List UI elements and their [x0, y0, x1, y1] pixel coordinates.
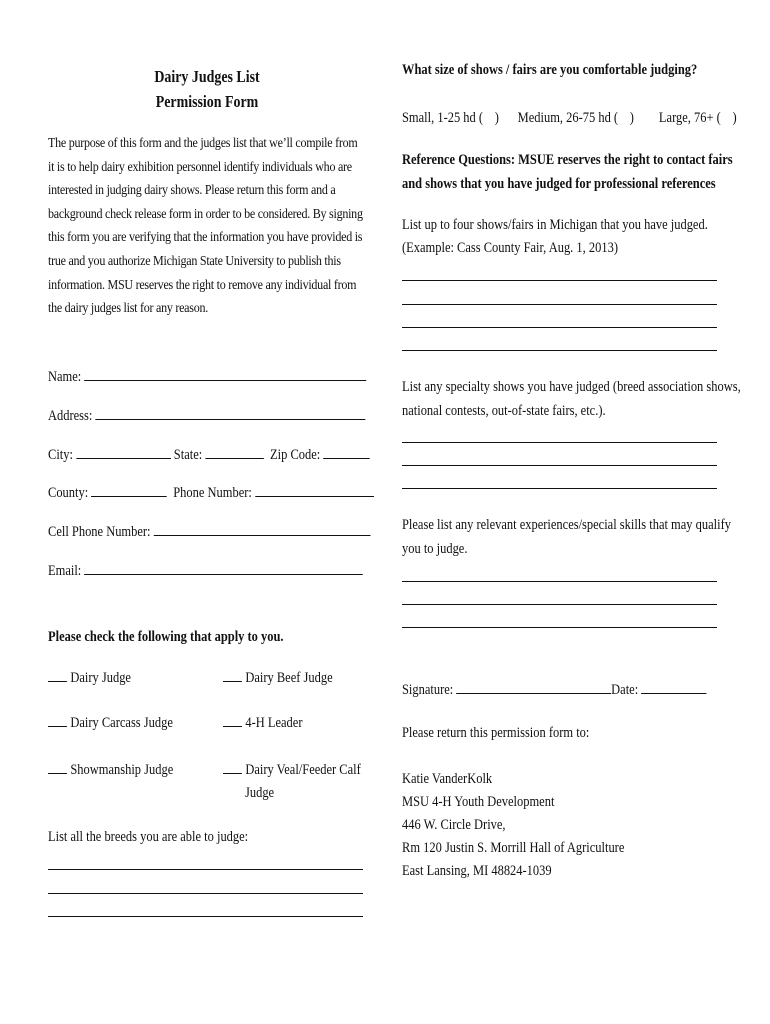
city-label: City: [48, 447, 73, 463]
option-dairy-beef-judge[interactable] [223, 669, 333, 687]
state-input-line[interactable] [205, 444, 263, 459]
option-4h-leader[interactable] [223, 714, 302, 732]
paren-close: ) [732, 110, 737, 126]
return-city: East Lansing, MI 48824-1039 [402, 863, 552, 879]
shows-line-1[interactable] [402, 280, 717, 281]
option-label: Dairy Judge [70, 670, 131, 686]
experience-answer-line-1[interactable] [402, 581, 717, 582]
specialty-line-1: List any specialty shows you have judged (breed association shows, [402, 379, 741, 395]
address-field[interactable] [48, 405, 366, 425]
address-label: Address: [48, 408, 93, 424]
return-street: 446 W. Circle Drive, [402, 817, 506, 833]
checkbox-blank[interactable] [48, 714, 67, 727]
option-dairy-judge[interactable] [48, 669, 131, 687]
county-phone-row [48, 482, 374, 502]
email-field[interactable] [48, 560, 363, 580]
county-label: County: [48, 485, 89, 501]
phone-input-line[interactable] [255, 482, 374, 497]
cell-input-line[interactable] [154, 521, 371, 536]
size-small-label: Small, 1-25 hd ( [402, 110, 484, 126]
cell-label: Cell Phone Number: [48, 524, 151, 540]
option-label: Dairy Beef Judge [245, 670, 333, 686]
experience-answer-line-3[interactable] [402, 627, 717, 628]
list-shows-line-2: (Example: Cass County Fair, Aug. 1, 2013) [402, 240, 618, 256]
address-input-line[interactable] [95, 405, 365, 420]
experience-line-1: Please list any relevant experiences/special skills that may qualify [402, 517, 731, 533]
name-input-line[interactable] [84, 366, 366, 381]
size-large-label: Large, 76+ ( [658, 110, 721, 126]
option-showmanship-judge[interactable] [48, 761, 173, 779]
city-input-line[interactable] [76, 444, 171, 459]
specialty-line-2: national contests, out-of-state fairs, etc.). [402, 403, 606, 419]
signature-row [402, 679, 707, 699]
reference-line-1: Reference Questions: MSUE reserves the right to contact fairs [402, 152, 733, 168]
phone-label: Phone Number: [173, 485, 252, 501]
breeds-line-3[interactable] [48, 916, 363, 917]
size-options-row [402, 110, 737, 127]
form-title-line1: Dairy Judges List [154, 67, 260, 86]
size-medium[interactable] [518, 110, 634, 126]
check-heading: Please check the following that apply to you. [48, 629, 284, 645]
cell-field[interactable] [48, 521, 370, 541]
reference-line-2: and shows that you have judged for professional references [402, 176, 716, 192]
zip-label: Zip Code: [270, 447, 321, 463]
email-label: Email: [48, 563, 82, 579]
name-label: Name: [48, 369, 82, 385]
shows-line-4[interactable] [402, 350, 717, 351]
state-label: State: [173, 447, 203, 463]
experience-answer-line-2[interactable] [402, 604, 717, 605]
breeds-line-1[interactable] [48, 869, 363, 870]
checkbox-blank[interactable] [223, 761, 242, 774]
option-dairy-carcass-judge[interactable] [48, 714, 173, 732]
specialty-answer-line-1[interactable] [402, 442, 717, 443]
return-name: Katie VanderKolk [402, 771, 493, 787]
option-dairy-veal-judge-line2: Judge [245, 785, 275, 801]
intro-paragraph: The purpose of this form and the judges list that we’ll compile from it is to help dairy exhibition personnel identify individuals who are interested in judging dairy shows. Please return this form and a background check release form in order to be considered. By signing this form you are verifying that the information you have provided is true and you authorize Michigan State University to publish this information. MSU reserves the right to remove any individual from the dairy judges list for any reason. [48, 136, 363, 317]
date-label: Date: [611, 682, 639, 698]
shows-line-2[interactable] [402, 304, 717, 305]
left-column [48, 64, 366, 321]
breeds-line-2[interactable] [48, 893, 363, 894]
return-prompt: Please return this permission form to: [402, 725, 590, 741]
signature-input-line[interactable] [456, 679, 611, 694]
specialty-answer-line-2[interactable] [402, 465, 717, 466]
size-question: What size of shows / fairs are you comfortable judging? [402, 62, 698, 78]
return-room: Rm 120 Justin S. Morrill Hall of Agriculture [402, 840, 625, 856]
zip-input-line[interactable] [323, 444, 369, 459]
experience-line-2: you to judge. [402, 541, 468, 557]
shows-line-3[interactable] [402, 327, 717, 328]
option-label: Dairy Veal/Feeder Calf [245, 762, 361, 778]
checkbox-blank[interactable] [223, 669, 242, 682]
breeds-prompt: List all the breeds you are able to judge: [48, 829, 249, 845]
paren-close: ) [629, 110, 634, 126]
city-state-zip-row [48, 444, 370, 464]
form-title-line2: Permission Form [155, 92, 259, 111]
specialty-answer-line-3[interactable] [402, 488, 717, 489]
size-large[interactable] [659, 110, 737, 126]
checkbox-blank[interactable] [48, 669, 67, 682]
size-medium-label: Medium, 26-75 hd ( [517, 110, 619, 126]
checkbox-blank[interactable] [223, 714, 242, 727]
option-label: Dairy Carcass Judge [70, 715, 173, 731]
checkbox-blank[interactable] [48, 761, 67, 774]
option-label: Showmanship Judge [70, 762, 174, 778]
size-small[interactable] [402, 110, 499, 126]
option-label: 4-H Leader [245, 715, 303, 731]
email-input-line[interactable] [84, 560, 363, 575]
county-input-line[interactable] [91, 482, 167, 497]
name-field[interactable] [48, 366, 366, 386]
date-input-line[interactable] [641, 679, 706, 694]
option-dairy-veal-judge[interactable] [223, 761, 361, 779]
list-shows-line-1: List up to four shows/fairs in Michigan that you have judged. [402, 217, 708, 233]
paren-close: ) [494, 110, 499, 126]
signature-label: Signature: [402, 682, 454, 698]
return-org: MSU 4-H Youth Development [402, 794, 555, 810]
